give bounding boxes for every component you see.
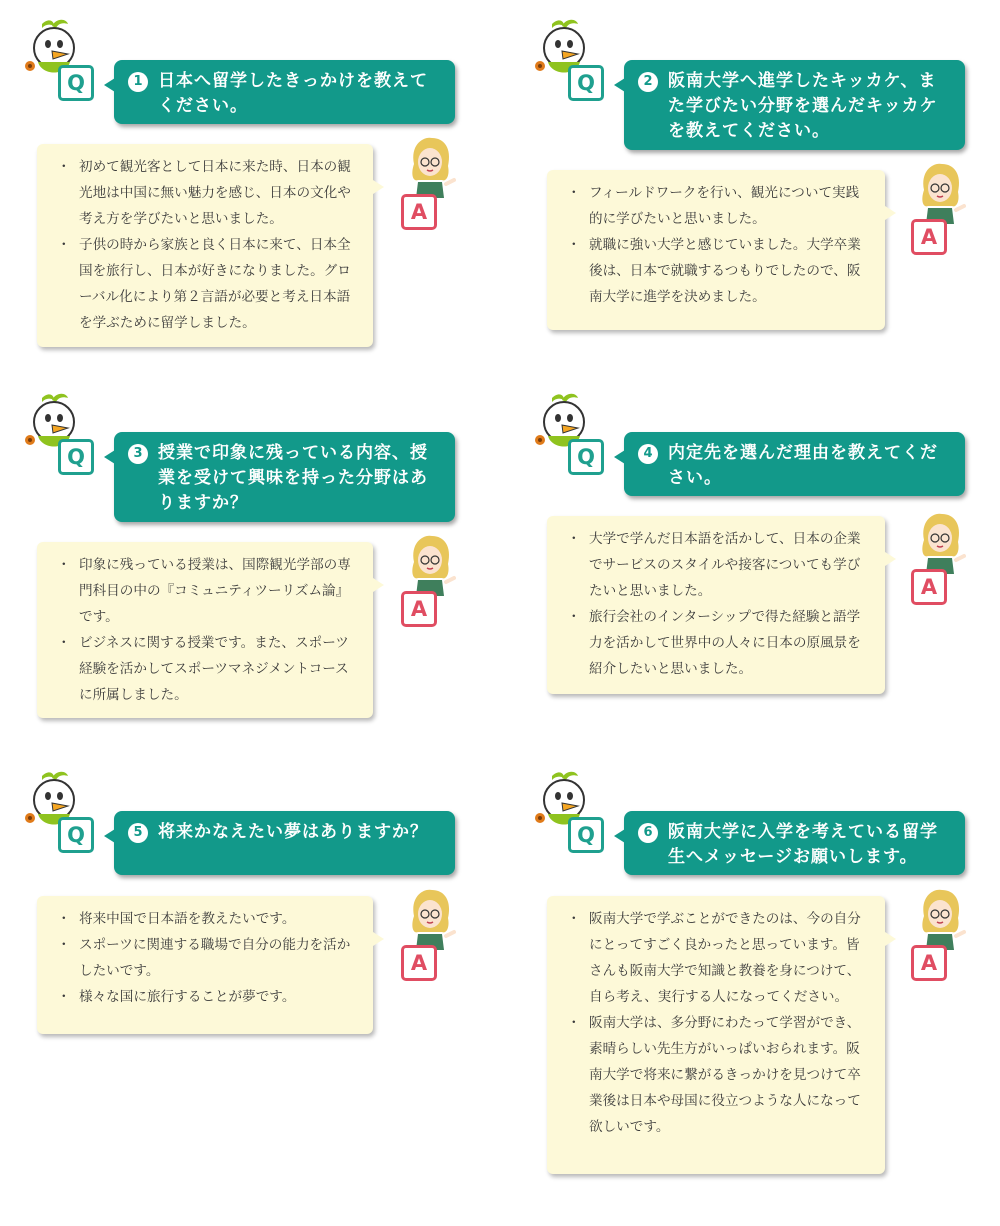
answer-badge: A [401, 591, 437, 627]
question-badge: Q [568, 439, 604, 475]
question-text: 阪南大学に入学を考えている留学生へメッセージお願いします。 [668, 822, 938, 867]
question-bubble [114, 811, 455, 875]
answer-list [59, 154, 355, 336]
question-number: 1 [128, 72, 148, 92]
answer-item: ・ 初めて観光客として日本に来た時、日本の観光地は中国に無い魅力を感じ、日本の文化や考え方を学びたいと思いました。 [59, 154, 355, 232]
answer-badge: A [401, 945, 437, 981]
question-number: 3 [128, 444, 148, 464]
answer-list [569, 906, 867, 1140]
answer-box [37, 896, 373, 1034]
answer-item: ・ 阪南大学は、多分野にわたって学習ができ、素晴らしい先生方がいっぱいおられます。阪南大学で将来に繋がるきっかけを見つけて卒業後は日本や母国に役立つような人になって欲しいです。 [569, 1010, 867, 1140]
question-number: 2 [638, 72, 658, 92]
student-avatar-icon [914, 162, 966, 224]
student-avatar-icon [914, 512, 966, 574]
answer-item: ・ 印象に残っている授業は、国際観光学部の専門科目の中の『コミュニティツーリズム論』です。 [59, 552, 355, 630]
question-text: 阪南大学へ進学したキッカケ、また学びたい分野を選んだキッカケを教えてください。 [668, 71, 938, 141]
answer-list [59, 552, 355, 708]
student-avatar-icon [914, 888, 966, 950]
question-number: 4 [638, 444, 658, 464]
question-text: 内定先を選んだ理由を教えてください。 [668, 443, 938, 488]
answer-item: ・ 就職に強い大学と感じていました。大学卒業後は、日本で就職するつもりでしたので、阪南大学に進学を決めました。 [569, 232, 867, 310]
answer-box [547, 170, 885, 330]
answer-box [37, 144, 373, 347]
answer-list [569, 526, 867, 682]
question-badge: Q [58, 65, 94, 101]
student-avatar-icon [404, 136, 456, 198]
student-avatar-icon [404, 534, 456, 596]
question-badge: Q [58, 439, 94, 475]
answer-list [569, 180, 867, 310]
answer-item: ・ 将来中国で日本語を教えたいです。 [59, 906, 355, 932]
question-bubble [624, 60, 965, 150]
question-badge: Q [568, 817, 604, 853]
answer-item: ・ スポーツに関連する職場で自分の能力を活かしたいです。 [59, 932, 355, 984]
answer-item: ・ 様々な国に旅行することが夢です。 [59, 984, 355, 1010]
question-bubble [114, 60, 455, 124]
answer-badge: A [401, 194, 437, 230]
answer-item: ・ フィールドワークを行い、観光について実践的に学びたいと思いました。 [569, 180, 867, 232]
answer-badge: A [911, 569, 947, 605]
question-number: 5 [128, 823, 148, 843]
question-badge: Q [568, 65, 604, 101]
question-bubble [114, 432, 455, 522]
answer-item: ・ 阪南大学で学ぶことができたのは、今の自分にとってすごく良かったと思っています。皆さんも阪南大学で知識と教養を身につけて、自ら考え、実行する人になってください。 [569, 906, 867, 1010]
question-bubble [624, 432, 965, 496]
question-text: 将来かなえたい夢はありますか？ [158, 822, 428, 842]
answer-item: ・ ビジネスに関する授業です。また、スポーツ経験を活かしてスポーツマネジメントコースに所属しました。 [59, 630, 355, 708]
question-text: 日本へ留学したきっかけを教えてください。 [158, 71, 428, 116]
student-avatar-icon [404, 888, 456, 950]
question-number: 6 [638, 823, 658, 843]
answer-badge: A [911, 219, 947, 255]
answer-item: ・ 大学で学んだ日本語を活かして、日本の企業でサービスのスタイルや接客についても学びたいと思いました。 [569, 526, 867, 604]
answer-item: ・ 旅行会社のインターシップで得た経験と語学力を活かして世界中の人々に日本の原風景を紹介したいと思いました。 [569, 604, 867, 682]
question-text: 授業で印象に残っている内容、授業を受けて興味を持った分野はありますか？ [158, 443, 428, 513]
answer-box [37, 542, 373, 718]
answer-list [59, 906, 355, 1010]
question-bubble [624, 811, 965, 875]
answer-box [547, 516, 885, 694]
question-badge: Q [58, 817, 94, 853]
answer-item: ・ 子供の時から家族と良く日本に来て、日本全国を旅行し、日本が好きになりました。グローバル化により第２言語が必要と考え日本語を学ぶために留学しました。 [59, 232, 355, 336]
answer-badge: A [911, 945, 947, 981]
answer-box [547, 896, 885, 1174]
